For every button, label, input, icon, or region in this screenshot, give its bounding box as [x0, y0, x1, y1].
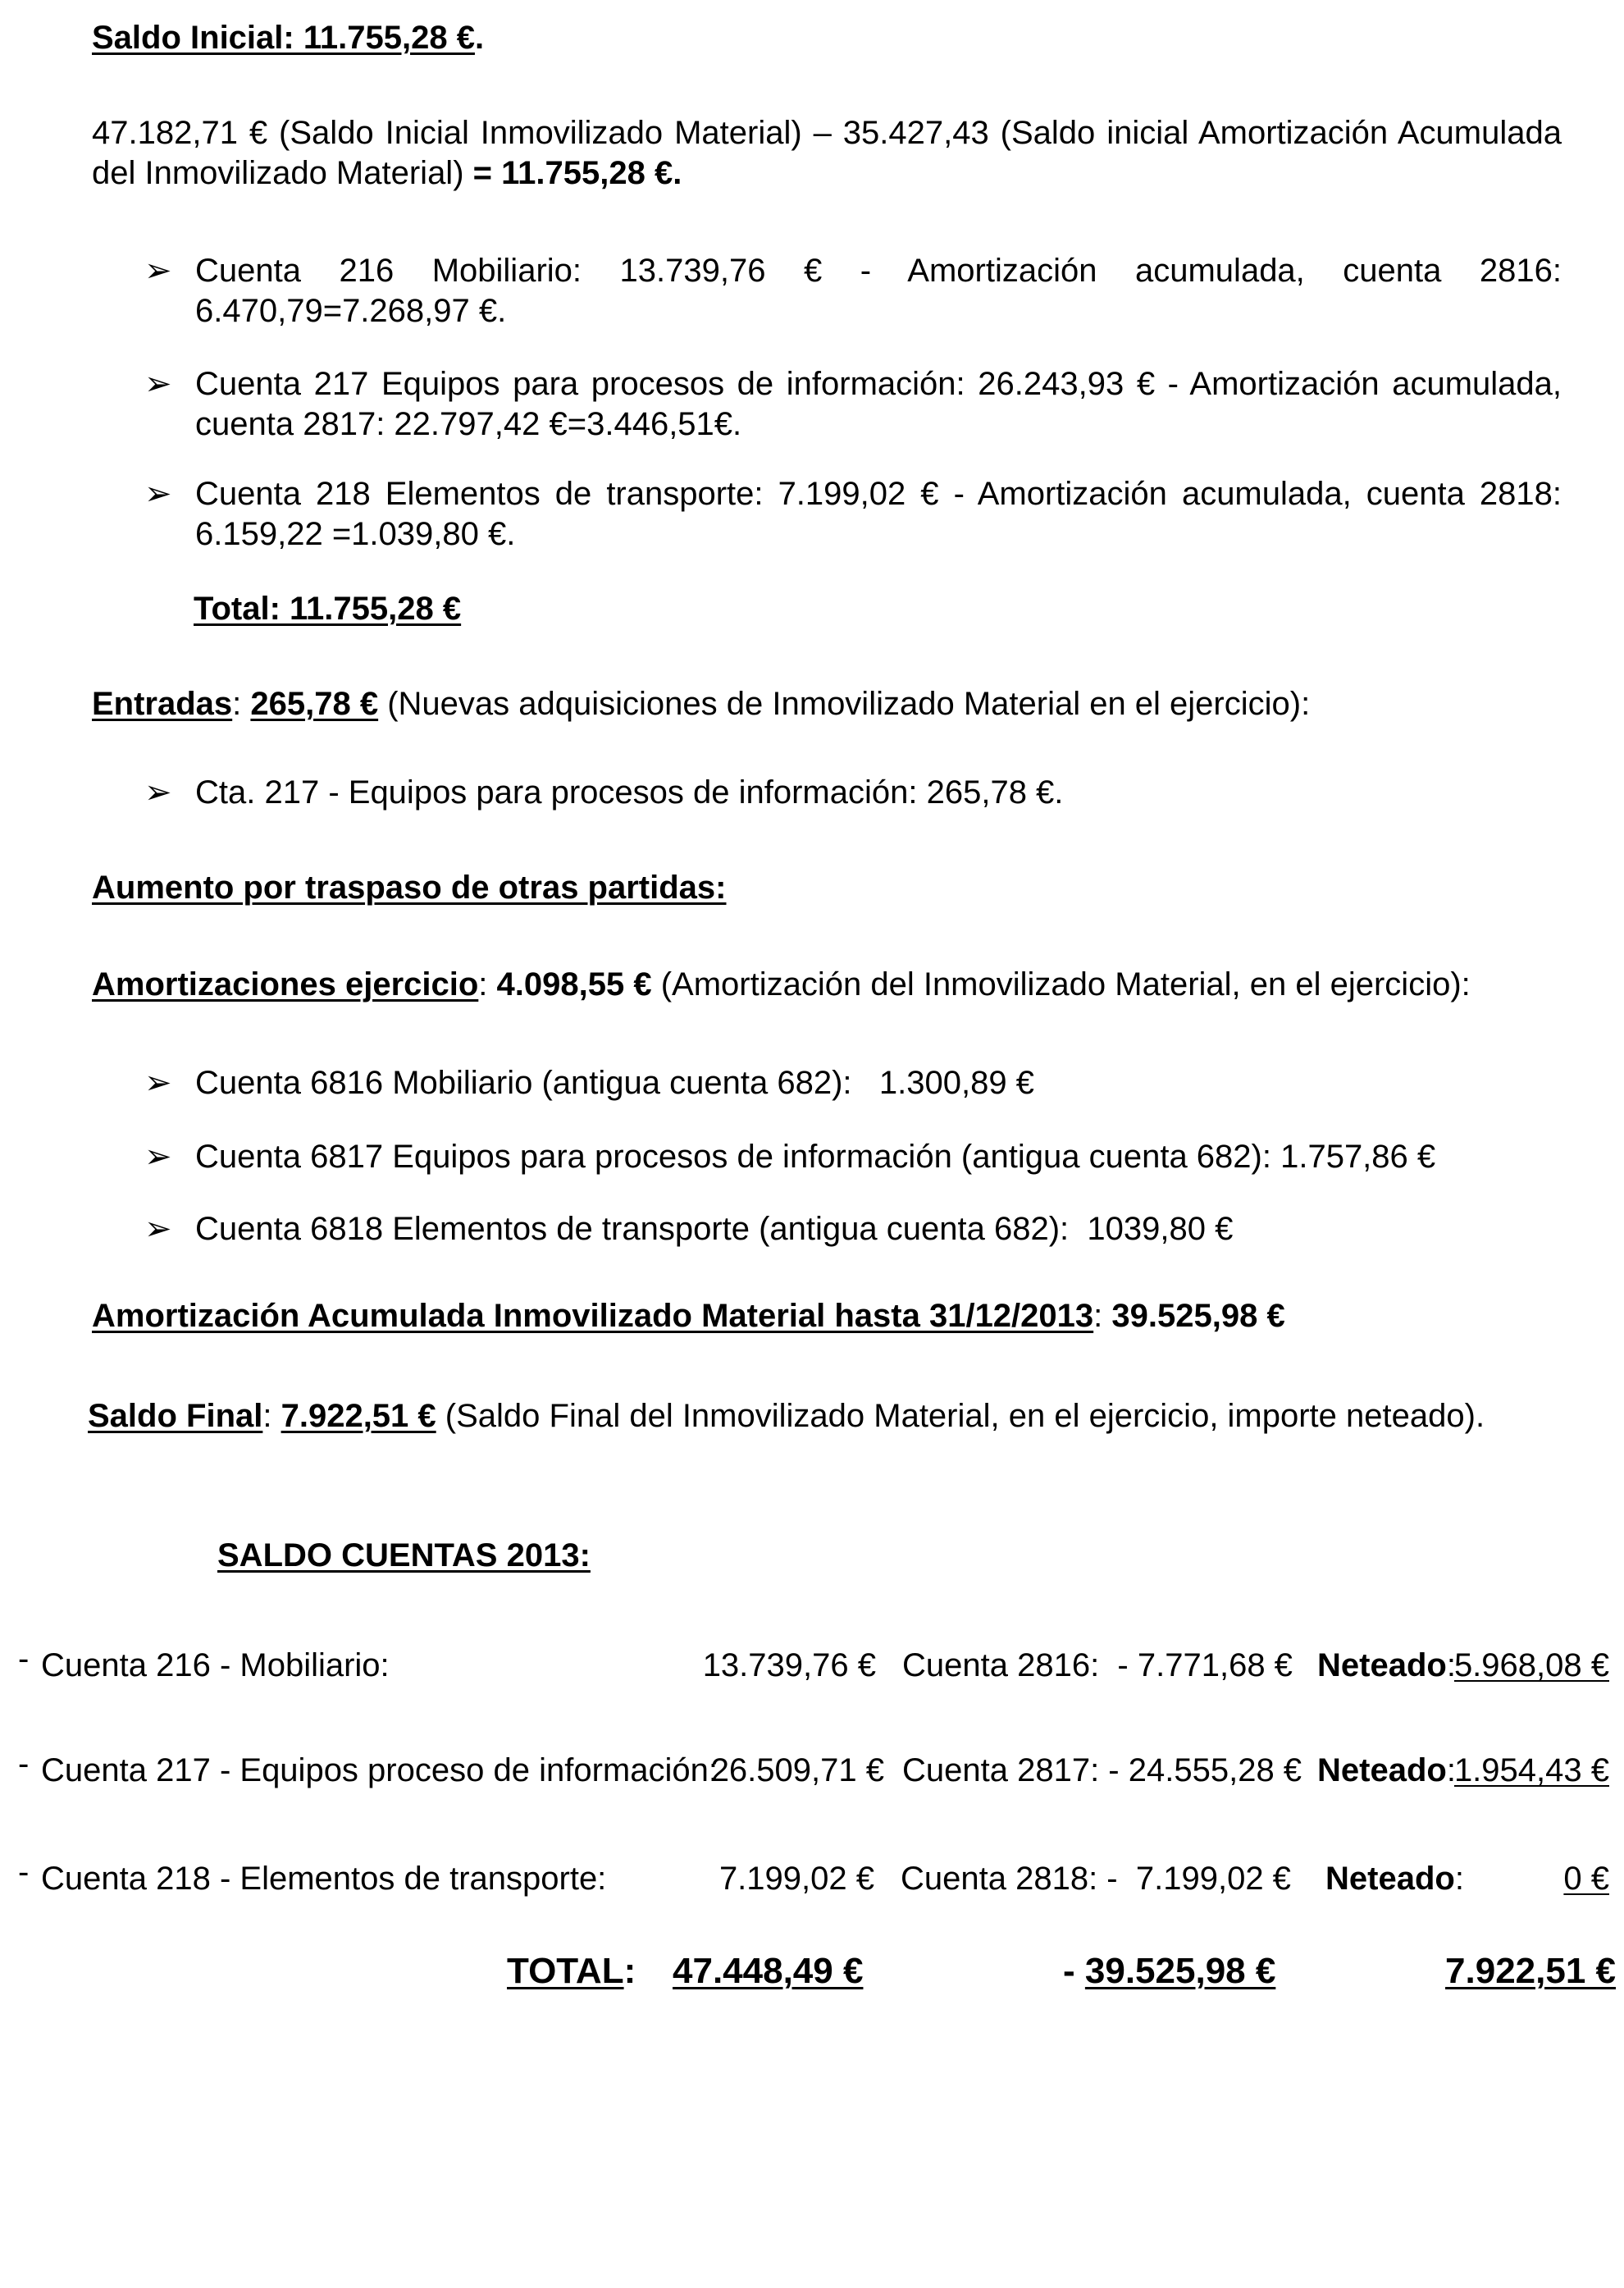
row-amort: Cuenta 2816: - 7.771,68 € — [902, 1647, 1293, 1683]
saldo-inicial-total — [194, 589, 461, 629]
amort-acum-colon: : — [1093, 1298, 1112, 1334]
total-row — [0, 1951, 1624, 2000]
saldo-inicial-item-text: Cuenta 216 Mobiliario: 13.739,76 € - Amortización acumulada, cuenta 2816: 6.470,79=7.268,97 €. — [195, 253, 1562, 329]
total-label: TOTAL — [507, 1951, 624, 1991]
entradas-item-text: Cta. 217 - Equipos para procesos de información: 265,78 €. — [195, 774, 1064, 811]
total-minus: - — [1063, 1951, 1085, 1991]
saldo-final-paragraph — [88, 1396, 1562, 1436]
entradas-item — [144, 773, 1562, 813]
row-neteado: 5.968,08 € — [1453, 1647, 1609, 1683]
amortizaciones-paragraph — [92, 965, 1562, 1005]
arrow-bullet-icon: ➢ — [144, 366, 172, 402]
row-neteado: 0 € — [1563, 1861, 1609, 1897]
arrow-bullet-icon: ➢ — [144, 774, 172, 811]
row-neteado-label: Neteado — [1317, 1647, 1447, 1683]
saldo-inicial-item — [144, 474, 1562, 555]
row-importe: 13.739,76 € — [702, 1647, 876, 1683]
saldo-inicial-result: = 11.755,28 €. — [463, 155, 682, 191]
table-row: - Cuenta 217 - Equipos proceso de información: 26.509,71 € Cuenta 2817: - 24.555,28 € Neteado: 1.954,43 € — [0, 1751, 1624, 1792]
row-importe: 26.509,71 € — [710, 1752, 884, 1788]
amortizaciones-text: (Amortización del Inmovilizado Material, en el ejercicio): — [651, 966, 1471, 1002]
amort-acum-label: Amortización Acumulada Inmovilizado Material hasta 31/12/2013 — [92, 1298, 1094, 1334]
table-row: - Cuenta 216 - Mobiliario: 13.739,76 € Cuenta 2816: - 7.771,68 € Neteado: 5.968,08 € — [0, 1646, 1624, 1687]
amortizaciones-colon: : — [478, 966, 497, 1002]
saldo-inicial-item — [144, 251, 1562, 331]
entradas-colon: : — [232, 686, 251, 722]
amortizaciones-item-text: Cuenta 6818 Elementos de transporte (antigua cuenta 682): 1039,80 € — [195, 1211, 1234, 1247]
saldo-inicial-heading — [92, 18, 484, 58]
saldo-cuentas-heading — [217, 1536, 591, 1576]
row-neteado-label: Neteado — [1325, 1861, 1455, 1897]
row-dash: - — [18, 1746, 30, 1782]
total-neteado: 7.922,51 € — [1445, 1951, 1616, 1991]
saldo-final-label: Saldo Final — [88, 1398, 263, 1434]
aumento-heading — [92, 868, 726, 908]
amortizaciones-amount: 4.098,55 € — [496, 966, 652, 1002]
total-amort: 39.525,98 € — [1084, 1951, 1276, 1991]
saldo-final-amount: 7.922,51 € — [281, 1398, 436, 1434]
row-importe: 7.199,02 € — [718, 1861, 874, 1897]
entradas-amount: 265,78 € — [250, 686, 379, 722]
amort-acum-amount: 39.525,98 € — [1111, 1298, 1285, 1334]
entradas-label: Entradas — [92, 686, 233, 722]
saldo-inicial-text: 47.182,71 € (Saldo Inicial Inmovilizado Material) – 35.427,43 (Saldo inicial Amortización Acumulada del Inmovilizado Material) — [92, 115, 1562, 191]
amortizaciones-item — [144, 1063, 1562, 1103]
amortizaciones-item — [144, 1137, 1562, 1177]
amort-acum-paragraph — [92, 1296, 1562, 1336]
saldo-inicial-heading-end: . — [474, 20, 485, 56]
saldo-inicial-item-text: Cuenta 217 Equipos para procesos de información: 26.243,93 € - Amortización acumulada, cuenta 2817: 22.797,42 €=3.446,51€. — [195, 366, 1562, 442]
row-cuenta: Cuenta 216 - Mobiliario: — [41, 1647, 390, 1683]
arrow-bullet-icon: ➢ — [144, 1065, 172, 1101]
row-dash: - — [18, 1641, 30, 1677]
saldo-inicial-item — [144, 364, 1562, 445]
amortizaciones-item-text: Cuenta 6817 Equipos para procesos de información (antigua cuenta 682): 1.757,86 € — [195, 1139, 1436, 1175]
saldo-cuentas-heading-text: SALDO CUENTAS 2013: — [217, 1537, 591, 1573]
amortizaciones-item — [144, 1209, 1562, 1249]
saldo-final-colon: : — [262, 1398, 281, 1434]
saldo-inicial-heading-label: Saldo Inicial: 11.755,28 € — [92, 20, 475, 56]
row-neteado-label: Neteado — [1317, 1752, 1447, 1788]
amortizaciones-label: Amortizaciones ejercicio — [92, 966, 479, 1002]
arrow-bullet-icon: ➢ — [144, 1211, 172, 1247]
saldo-inicial-total-text: Total: 11.755,28 € — [194, 591, 462, 627]
saldo-final-text: (Saldo Final del Inmovilizado Material, en el ejercicio, importe neteado). — [436, 1398, 1485, 1434]
table-row: - Cuenta 218 - Elementos de transporte: 7.199,02 € Cuenta 2818: - 7.199,02 € Neteado: 0 € — [0, 1859, 1624, 1900]
aumento-heading-text: Aumento por traspaso de otras partidas: — [92, 870, 727, 906]
arrow-bullet-icon: ➢ — [144, 1139, 172, 1175]
saldo-inicial-item-text: Cuenta 218 Elementos de transporte: 7.199,02 € - Amortización acumulada, cuenta 2818: 6.159,22 =1.039,80 €. — [195, 476, 1562, 552]
saldo-inicial-paragraph — [92, 113, 1562, 194]
row-neteado: 1.954,43 € — [1453, 1752, 1609, 1788]
entradas-paragraph — [92, 684, 1562, 724]
row-amort: Cuenta 2818: - 7.199,02 € — [901, 1861, 1291, 1897]
row-cuenta: Cuenta 217 - Equipos proceso de información: — [41, 1752, 718, 1788]
row-cuenta: Cuenta 218 - Elementos de transporte: — [41, 1861, 607, 1897]
arrow-bullet-icon: ➢ — [144, 476, 172, 512]
total-importe: 47.448,49 € — [673, 1951, 864, 1991]
amortizaciones-item-text: Cuenta 6816 Mobiliario (antigua cuenta 682): 1.300,89 € — [195, 1065, 1034, 1101]
row-dash: - — [18, 1854, 30, 1890]
row-amort: Cuenta 2817: - 24.555,28 € — [902, 1752, 1302, 1788]
arrow-bullet-icon: ➢ — [144, 253, 172, 289]
entradas-text: (Nuevas adquisiciones de Inmovilizado Material en el ejercicio): — [378, 686, 1311, 722]
total-colon: : — [623, 1951, 636, 1991]
